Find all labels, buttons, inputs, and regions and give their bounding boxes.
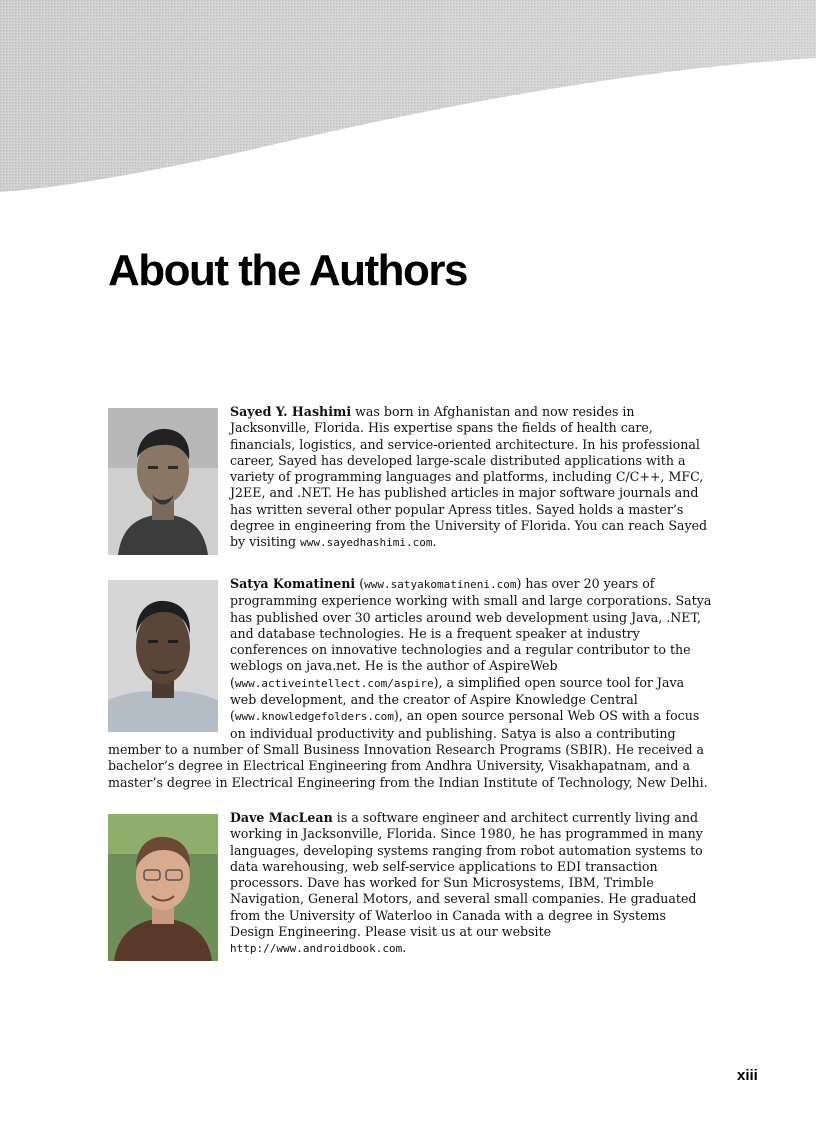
header-wave-decoration [0,0,816,200]
bio-text: . [402,940,407,956]
page-number: xiii [737,1067,758,1084]
bio-text: ( [355,576,365,591]
author-photo-hashimi [108,408,218,555]
website-link[interactable]: www.knowledgefolders.com [234,710,394,724]
author-bio-komatineni [108,576,712,791]
author-name: Dave MacLean [230,810,333,825]
author-photo-komatineni [108,580,218,732]
bio-text: is a software engineer and architect currently living and working in Jacksonville, Florida. Since 1980, he has programmed in many languages, developing systems ranging from robot automation systems to data warehousing, web self-service applications to EDI transaction processors. Dave has worked for Sun Microsystems, IBM, Trimble Navigation, General Motors, and several small companies. He graduated from the University of Waterloo in Canada with a degree in Systems Design Engineering. Please visit us at our website [230,810,703,940]
website-link[interactable]: www.sayedhashimi.com [300,536,433,550]
bio-text: was born in Afghanistan and now resides in Jacksonville, Florida. His expertise spans the fields of health care, financials, logistics, and service-oriented architecture. In his professional career, Sayed has developed large-scale distributed applications with a variety of programming languages and platforms, including C/C++, MFC, J2EE, and .NET. He has published articles in major software journals and has written several other popular Apress titles. Sayed holds a master’s degree in engineering from the University of Florida. You can reach Sayed by visiting [230,404,708,550]
bio-text: ) has over 20 years of programming experience working with small and large corporations. Satya has published over 30 articles around web development using Java, .NET, and database technologies. He is a frequent speaker at industry conferences on innovative technologies and a regular contributor to the weblogs on java.net. He is the author of AspireWeb ( [230,576,712,690]
bio-text: . [432,534,437,550]
author-name: Satya Komatineni [230,576,356,591]
bio-text: ), an open source personal Web OS with a focus on individual productivity and publishing. Satya is also a contributing member to a number of Small Business Innovation Research Programs (SBIR). He received a bachelor’s degree in Electrical Engineering from Andhra University, Visakhapatnam, and a master’s degree in Electrical Engineering from the Indian Institute of Technology, New Delhi. [108,708,708,790]
website-link[interactable]: http://www.androidbook.com [230,942,403,956]
author-bio-hashimi [108,404,712,555]
page-title: About the Authors [108,246,468,295]
author-photo-maclean [108,814,218,961]
author-name: Sayed Y. Hashimi [230,404,352,419]
bio-text: ), a simplified open source tool for Java web development, and the creator of Aspire Knowledge Central ( [230,674,685,724]
author-bio-maclean [108,810,712,961]
website-link[interactable]: www.satyakomatineni.com [364,578,517,591]
website-link[interactable]: www.activeintellect.com/aspire [234,676,434,690]
